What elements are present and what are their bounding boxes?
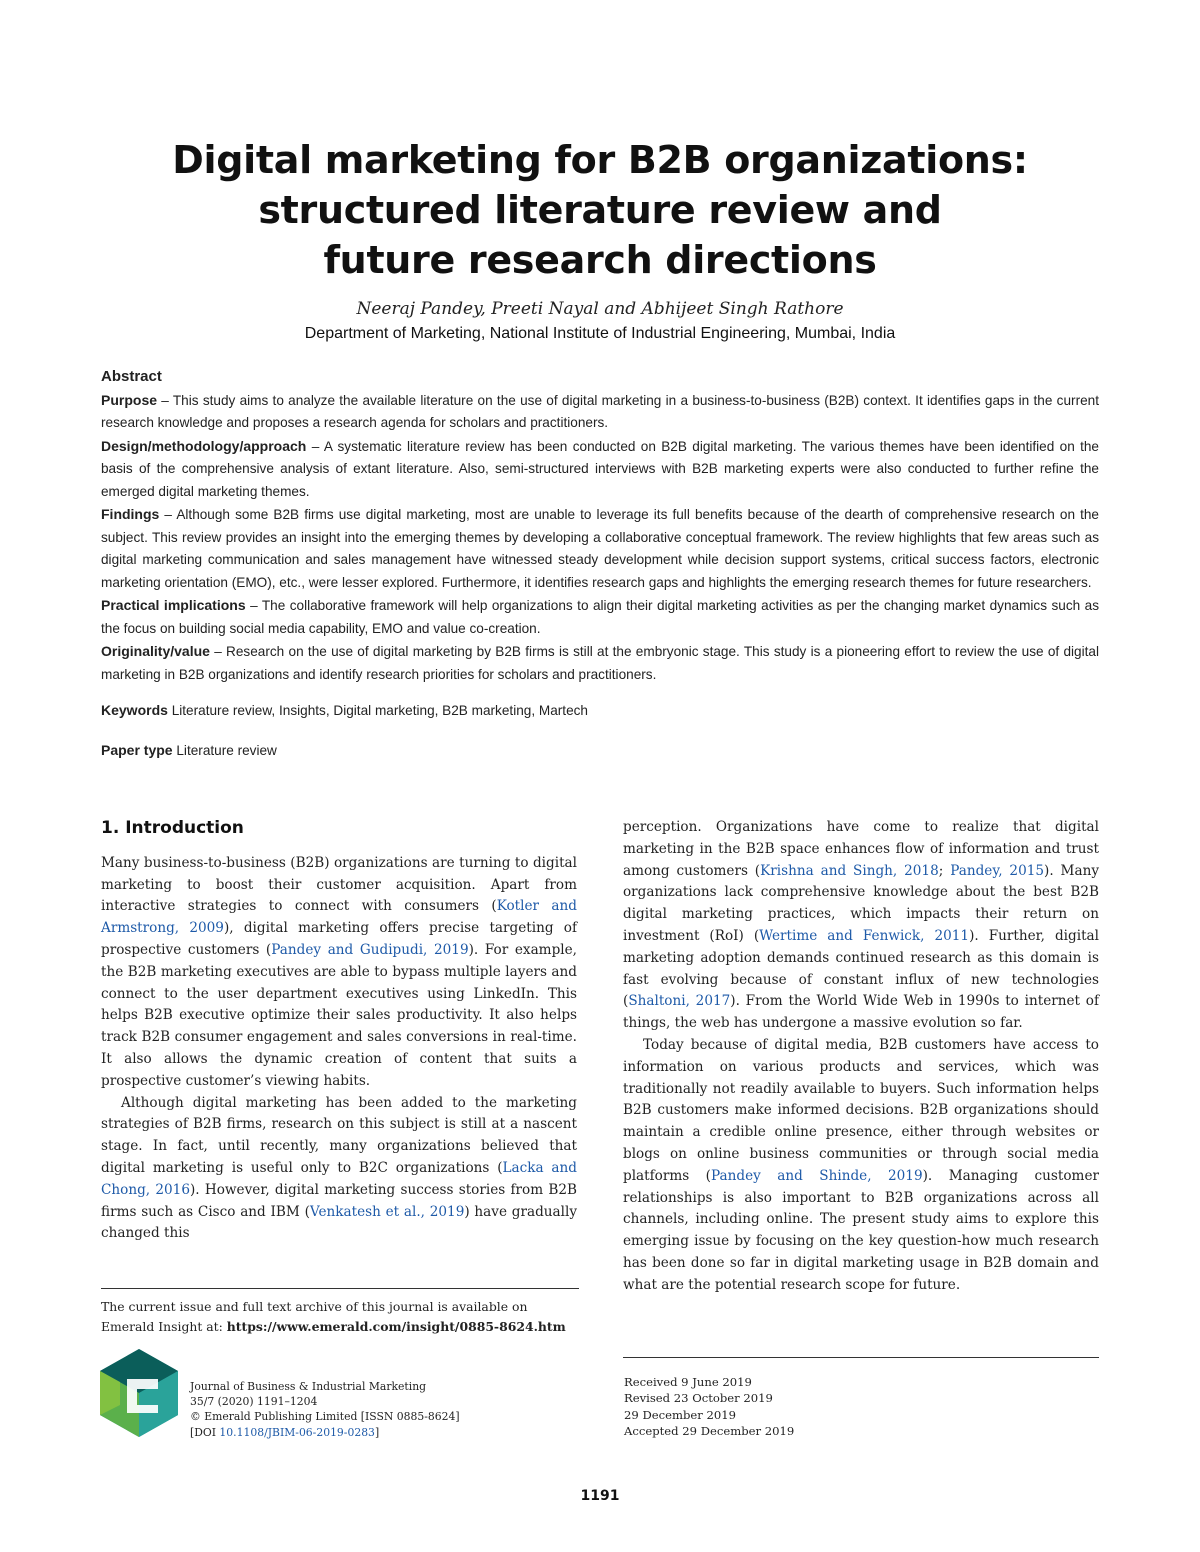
authors: Neeraj Pandey, Preeti Nayal and Abhijeet Singh Rathore bbox=[356, 299, 844, 319]
doi-prefix: [DOI bbox=[190, 1425, 220, 1439]
abstract-findings bbox=[101, 503, 1099, 594]
abstract-text: – Research on the use of digital marketing by B2B firms is still at the embryonic stage. This study is a pioneering effort to review the use of digital marketing in B2B organizations and identify research priorities for scholars and practitioners. bbox=[101, 644, 1099, 682]
citation-link[interactable]: Krishna and Singh, 2018 bbox=[760, 862, 939, 879]
keywords-label: Keywords bbox=[101, 702, 168, 718]
body-text: ). For example, the B2B marketing executives are able to bypass multiple layers and connect to the user department executives using LinkedIn. This helps B2B executive optimize their sales productivity. It also helps track B2B consumer engagement and sales conversions in real-time. It also allows the dynamic creation of content that suits a prospective customer’s viewing habits. bbox=[101, 941, 577, 1089]
journal-doi bbox=[190, 1425, 570, 1440]
body-text: ). However, digital marketing success stories from B2B firms such as Cisco and IBM ( bbox=[101, 1181, 577, 1220]
body-text: ). Further, digital marketing adoption demands continued research as this domain is fast evolving because of constant influx of new technologies ( bbox=[623, 927, 1099, 1010]
body-text: perception. Organizations have come to realize that digital marketing in the B2B space enhances flow of information and trust among customers ( bbox=[623, 819, 1099, 879]
footnote bbox=[101, 1297, 579, 1337]
journal-publisher: © Emerald Publishing Limited [ISSN 0885-8624] bbox=[190, 1410, 460, 1424]
accepted-date: Accepted 29 December 2019 bbox=[624, 1424, 795, 1439]
body-text: ), digital marketing offers precise targeting of prospective customers ( bbox=[101, 920, 577, 958]
journal-info bbox=[190, 1379, 570, 1440]
abstract-heading: Abstract bbox=[101, 368, 162, 385]
keywords-text: Literature review, Insights, Digital marketing, B2B marketing, Martech bbox=[167, 703, 588, 718]
paper-title-line-2: structured literature review and bbox=[258, 188, 942, 232]
paper-title-line-1: Digital marketing for B2B organizations: bbox=[172, 138, 1028, 182]
body-text: Many business-to-business (B2B) organizations are turning to digital marketing to boost their customer acquisition. Apart from interactive strategies to connect with consumers ( bbox=[101, 854, 577, 915]
abstract-design bbox=[101, 435, 1099, 504]
revised-date: Revised 23 October 2019 bbox=[624, 1391, 773, 1406]
affiliation: Department of Marketing, National Institute of Industrial Engineering, Mumbai, India bbox=[304, 325, 896, 342]
citation-link[interactable]: Pandey, 2015 bbox=[950, 862, 1045, 879]
page-number: 1191 bbox=[580, 1488, 620, 1504]
citation-link[interactable]: Venkatesh et al., 2019 bbox=[309, 1203, 465, 1220]
abstract-label: Originality/value bbox=[101, 643, 210, 659]
section-heading-introduction: 1. Introduction bbox=[101, 818, 244, 838]
citation-link[interactable]: Pandey and Shinde, 2019 bbox=[710, 1167, 923, 1184]
citation-link[interactable]: Wertime and Fenwick, 2011 bbox=[759, 927, 970, 944]
body-text: ; bbox=[938, 862, 951, 879]
footnote-text: The current issue and full text archive of this journal is available on Emerald Insight at: bbox=[101, 1299, 528, 1334]
paper-type-text: Literature review bbox=[172, 742, 277, 758]
journal-url-link[interactable]: https://www.emerald.com/insight/0885-8624.htm bbox=[226, 1319, 566, 1334]
abstract-text: – Although some B2B firms use digital marketing, most are unable to leverage its full benefits because of the dearth of comprehensive research on the subject. This review provides an insight into the emerging themes by developing a collaborative conceptual framework. The review highlights that few areas such as digital marketing communication and sales management have witnessed steady development while decision support systems, critical success factors, electronic marketing orientation (EMO), etc., were lesser explored. Furthermore, it identifies research gaps and highlights the emerging research themes for future researchers. bbox=[101, 507, 1099, 590]
citation-link[interactable]: Kotler and Armstrong, 2009 bbox=[101, 898, 577, 937]
body-text: Although digital marketing has been added to the marketing strategies of B2B firms, research on this subject is still at a nascent stage. In fact, until recently, many organizations believed that digital marketing is useful only to B2C organizations ( bbox=[101, 1094, 577, 1176]
doi-suffix: ] bbox=[374, 1425, 380, 1439]
intro-paragraph-1 bbox=[101, 853, 577, 1093]
abstract-label: Design/methodology/approach bbox=[101, 437, 307, 454]
abstract-implications bbox=[101, 594, 1099, 640]
title-block bbox=[0, 135, 1200, 343]
journal-volume: 35/7 (2020) 1191–1204 bbox=[190, 1395, 318, 1409]
intro-paragraph-2 bbox=[101, 1093, 577, 1246]
abstract-purpose bbox=[101, 389, 1099, 435]
body-text: ). Many organizations lack comprehensive knowledge about the best B2B digital marketing practices, which impacts their return on investment (RoI) ( bbox=[623, 862, 1100, 944]
citation-link[interactable]: Shaltoni, 2017 bbox=[628, 993, 731, 1010]
abstract bbox=[101, 366, 1099, 762]
received-divider bbox=[623, 1357, 1099, 1358]
abstract-text: – The collaborative framework will help organizations to align their digital marketing activities as per the changing market dynamics such as the focus on building social media capability, EMO and value co-creation. bbox=[101, 598, 1099, 636]
body-text: ). Managing customer relationships is also important to B2B organizations across all channels, including online. The present study aims to explore this emerging issue by focusing on the key question-how much research has been done so far in digital marketing usage in B2B domain and what are the potential research scope for future. bbox=[623, 1167, 1099, 1293]
body-column-right bbox=[623, 817, 1099, 1297]
abstract-text: – A systematic literature review has been conducted on B2B digital marketing. The various themes have been identified on the basis of the comprehensive analysis of extant literature. Also, semi-structured interviews with B2B marketing experts were also conducted to further refine the emerged digital marketing themes. bbox=[101, 438, 1099, 499]
abstract-text: – This study aims to analyze the available literature on the use of digital marketing in a business-to-business (B2B) context. It identifies gaps in the current research knowledge and proposes a research agenda for scholars and practitioners. bbox=[101, 392, 1099, 430]
abstract-label: Findings bbox=[101, 506, 160, 522]
revised-date-2: 29 December 2019 bbox=[624, 1407, 736, 1422]
journal-name: Journal of Business & Industrial Marketing bbox=[190, 1380, 427, 1393]
intro-paragraph-3 bbox=[623, 817, 1099, 1035]
citation-link[interactable]: Lacka and Chong, 2016 bbox=[101, 1159, 577, 1198]
intro-paragraph-4 bbox=[623, 1035, 1099, 1297]
paper-type bbox=[101, 739, 1099, 763]
body-text: ). From the World Wide Web in 1990s to internet of things, the web has undergone a massive evolution so far. bbox=[623, 993, 1099, 1032]
paper-title-line-3: future research directions bbox=[323, 238, 877, 282]
received-date: Received 9 June 2019 bbox=[624, 1375, 752, 1389]
doi-link[interactable]: 10.1108/JBIM-06-2019-0283 bbox=[219, 1425, 375, 1439]
body-text: Today because of digital media, B2B customers have access to information on various products and services, which was traditionally not readily available to buyers. Such information helps B2B customers make informed decisions. B2B organizations should maintain a credible online presence, either through websites or blogs on online business communities or through social media platforms ( bbox=[623, 1036, 1099, 1184]
abstract-label: Purpose bbox=[101, 391, 158, 408]
abstract-label: Practical implications bbox=[101, 597, 246, 613]
paper-type-label: Paper type bbox=[101, 741, 173, 758]
publisher-logo-icon bbox=[100, 1349, 178, 1437]
keywords bbox=[101, 699, 1099, 723]
body-text: ) have gradually changed this bbox=[101, 1203, 578, 1242]
abstract-originality bbox=[101, 640, 1099, 686]
footnote-divider bbox=[101, 1288, 579, 1289]
body-column-left bbox=[101, 818, 577, 1245]
citation-link[interactable]: Pandey and Gudipudi, 2019 bbox=[271, 941, 469, 958]
received-dates bbox=[624, 1374, 794, 1440]
